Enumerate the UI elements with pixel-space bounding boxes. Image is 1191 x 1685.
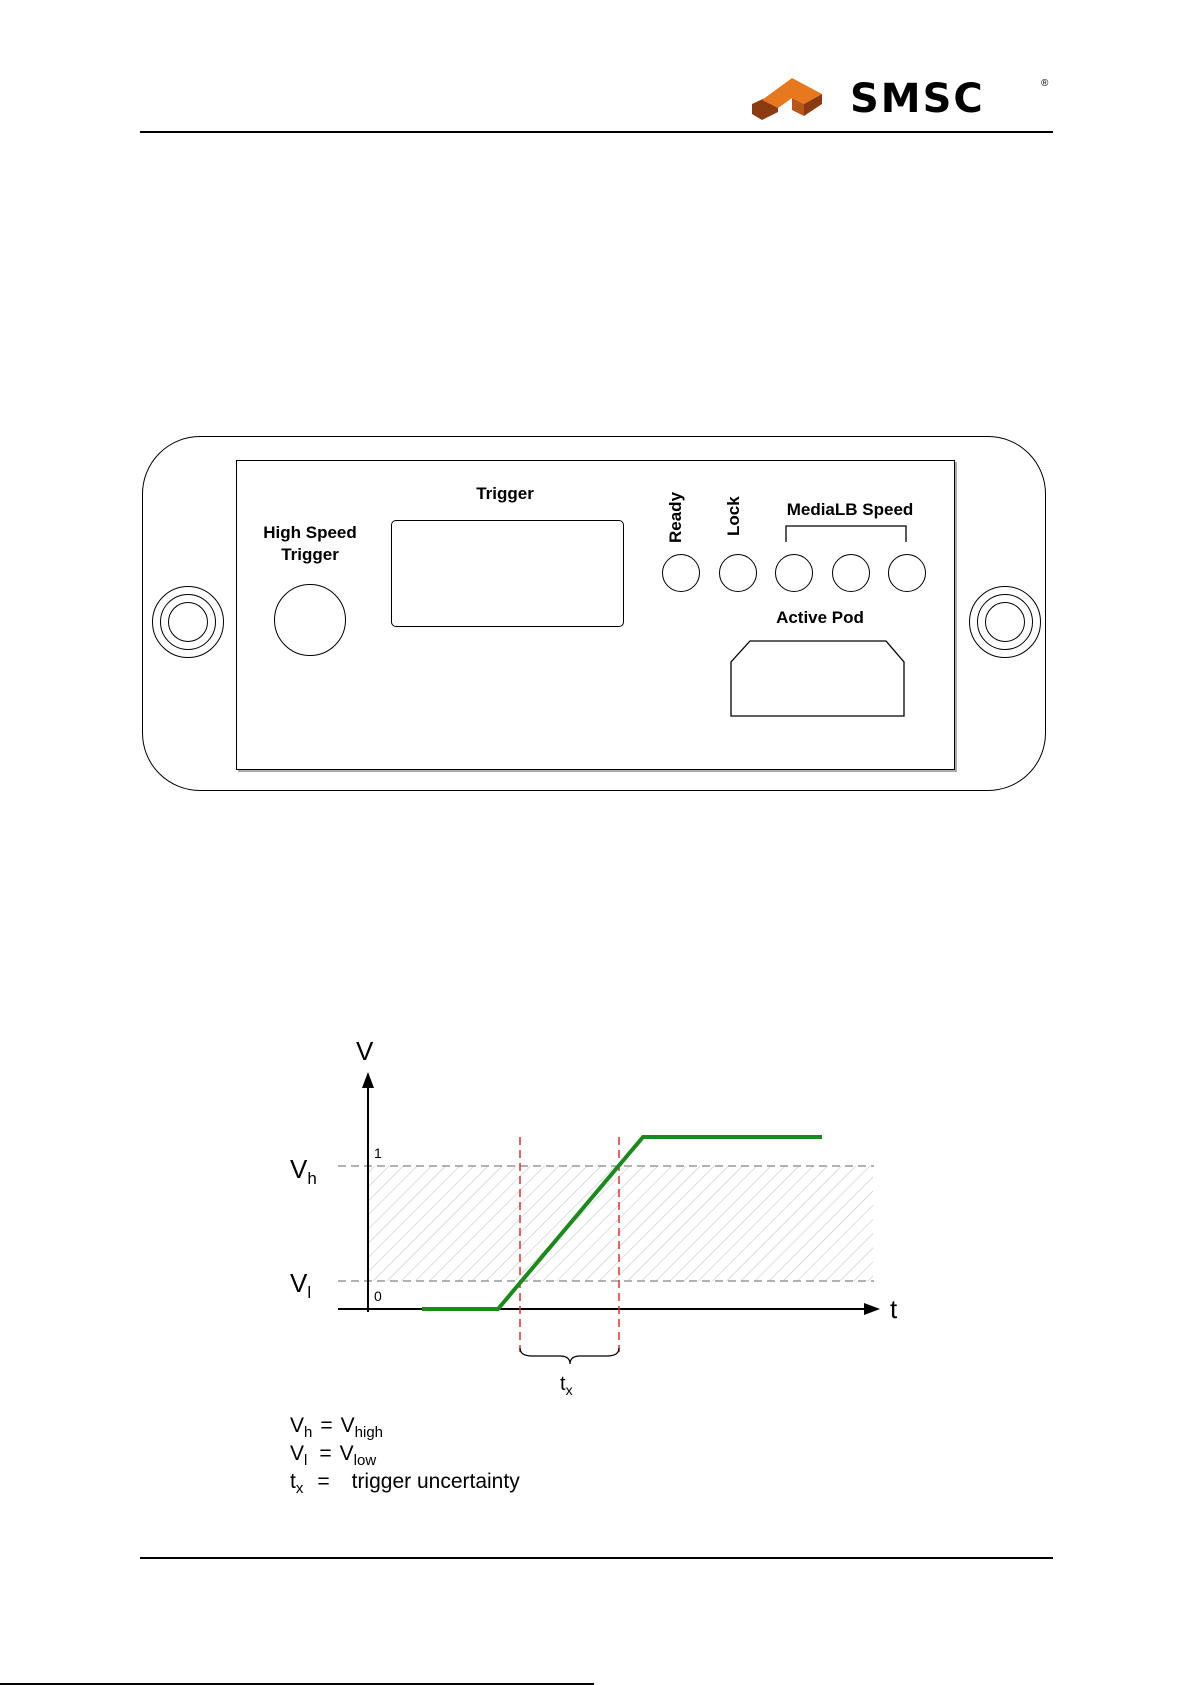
smsc-logo-text: SMSC — [850, 76, 985, 122]
t-axis-label: t — [890, 1294, 898, 1324]
footer-bottom-rule — [0, 1683, 594, 1685]
active-pod-connector-icon — [730, 640, 906, 720]
smsc-logo-mark-icon — [748, 70, 843, 122]
registered-mark: ® — [1041, 78, 1049, 89]
medialb-speed-led-1 — [775, 554, 813, 592]
vh-label: $V_h$ — [290, 1154, 317, 1188]
high-speed-trigger-button — [274, 584, 346, 656]
lock-label: Lock — [724, 496, 743, 536]
v-axis-label: V — [356, 1036, 374, 1066]
legend-vh: $V_h = V_{high}$ — [290, 1414, 383, 1441]
v-axis-arrow-icon — [362, 1072, 374, 1088]
medialb-speed-bracket — [785, 524, 915, 544]
tx-label: $t_x$ — [560, 1373, 573, 1398]
legend-vl: $V_l = V_{low}$ — [290, 1442, 377, 1469]
high-speed-trigger-label-line1: High Speed — [263, 523, 357, 542]
tick-0-label: 0 — [374, 1288, 382, 1304]
trigger-uncertainty-diagram — [270, 1030, 910, 1510]
high-speed-trigger-label — [245, 522, 375, 566]
medialb-speed-led-2 — [832, 554, 870, 592]
lock-led — [719, 554, 757, 592]
medialb-speed-label: MediaLB Speed — [786, 500, 914, 519]
header-rule — [140, 131, 1053, 133]
right-screw-head — [985, 602, 1025, 642]
ready-label: Ready — [666, 491, 685, 543]
threshold-band — [368, 1166, 873, 1281]
tx-brace — [520, 1348, 619, 1364]
t-axis-arrow-icon — [864, 1303, 880, 1315]
high-speed-trigger-label-line2: Trigger — [281, 545, 339, 564]
trigger-label: Trigger — [476, 484, 534, 503]
trigger-display — [391, 520, 624, 627]
footer-rule — [140, 1557, 1053, 1559]
medialb-speed-led-3 — [888, 554, 926, 592]
active-pod-label: Active Pod — [776, 608, 864, 627]
legend-tx: $t_x$ = trigger uncertainty — [290, 1470, 520, 1497]
ready-led — [662, 554, 700, 592]
left-screw-head — [168, 602, 208, 642]
diagram-legend — [290, 1414, 520, 1497]
vl-label: $V_l$ — [290, 1268, 312, 1302]
tick-1-label: 1 — [374, 1145, 382, 1161]
